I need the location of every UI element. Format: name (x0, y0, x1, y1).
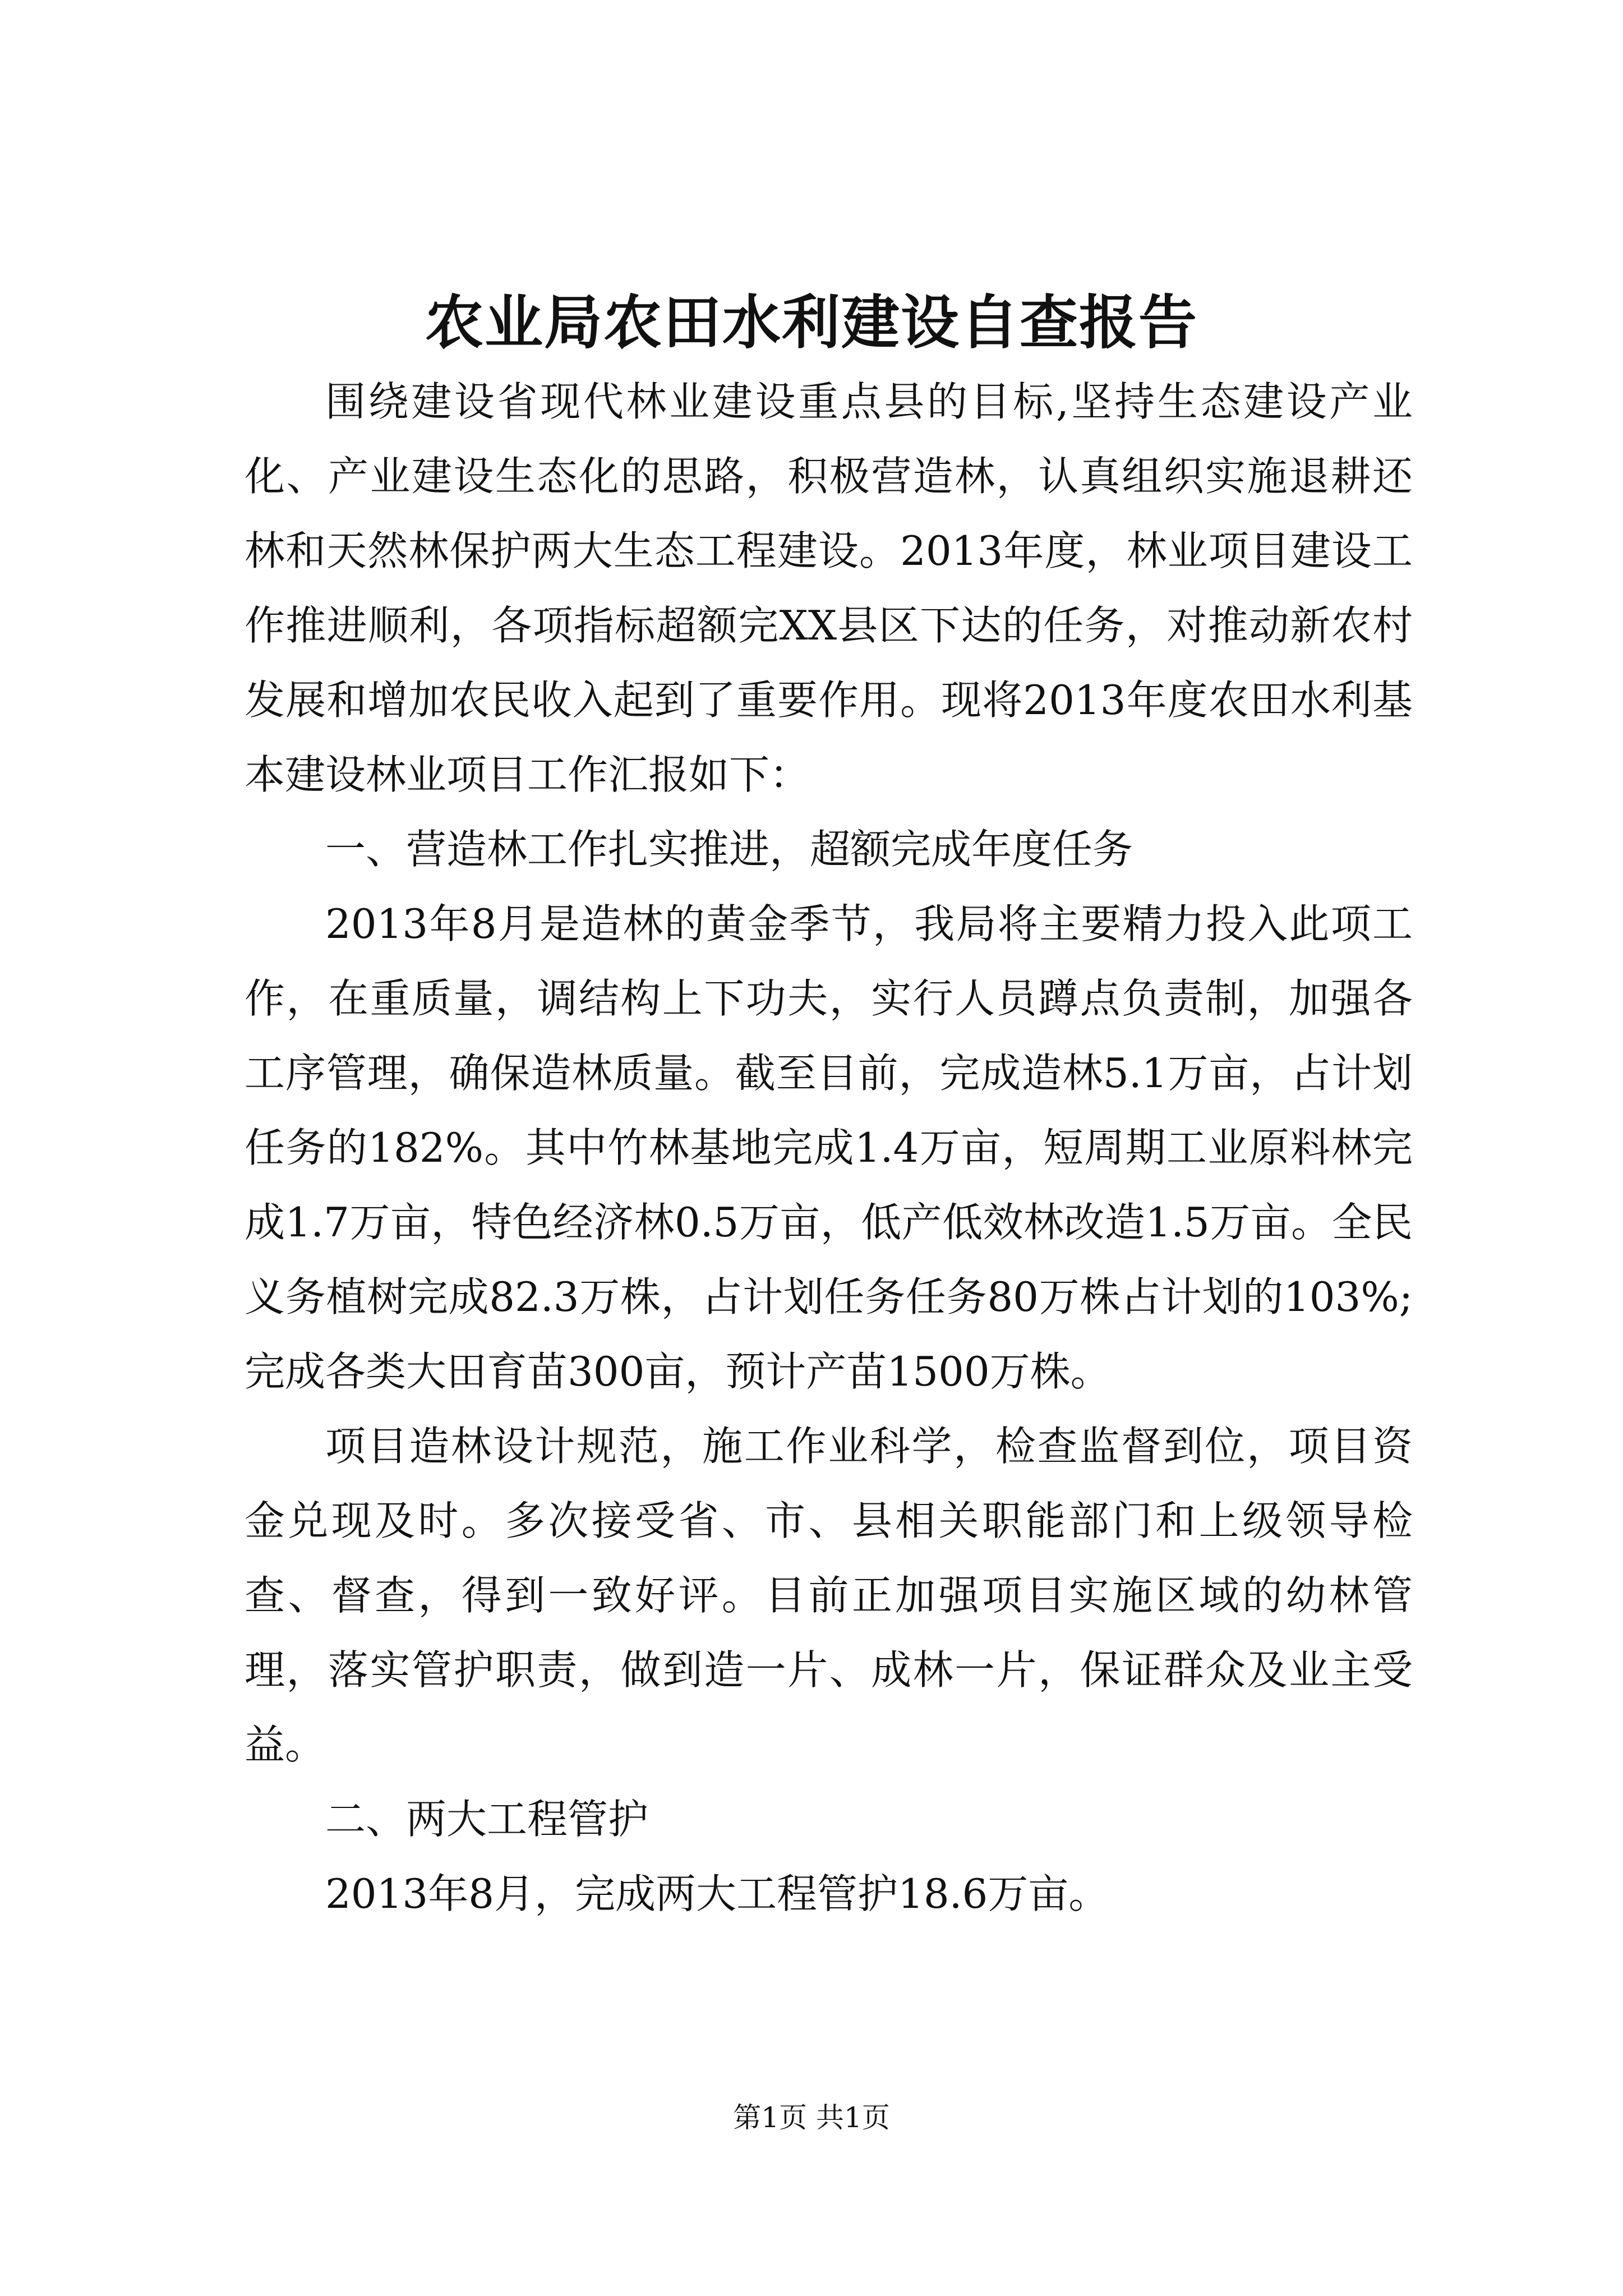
document-title: 农业局农田水利建设自查报告 (425, 288, 1198, 357)
document-body (245, 365, 1413, 1931)
page-number-footer: 第1页 共1页 (733, 2101, 890, 2134)
paragraph-project-management: 项目造林设计规范，施工作业科学，检查监督到位，项目资金兑现及时。多次接受省、市、县相关职能部门和上级领导检查、督查，得到一致好评。目前正加强项目实施区域的幼林管理，落实管护职责，做到造一片、成林一片，保证群众及业主受益。 (245, 1423, 1413, 1768)
paragraph-afforestation: 2013年8月是造林的黄金季节，我局将主要精力投入此项工作，在重质量，调结构上下功夫，实行人员蹲点负责制，加强各工序管理，确保造林质量。截至目前，完成造林5.1万亩，占计划任务的182%。其中竹林基地完成1.4万亩，短周期工业原料林完成1.7万亩，特色经济林0.5万亩，低产低效林改造1.5万亩。全民义务植树完成82.3万株，占计划任务任务80万株占计划的103%;完成各类大田育苗300亩，预计产苗1500万株。 (245, 900, 1413, 1395)
paragraph-intro: 围绕建设省现代林业建设重点县的目标,坚持生态建设产业化、产业建设生态化的思路，积极营造林，认真组织实施退耕还林和天然林保护两大生态工程建设。2013年度，林业项目建设工作推进顺利，各项指标超额完XX县区下达的任务，对推动新农村发展和增加农民收入起到了重要作用。现将2013年度农田水利基本建设林业项目工作汇报如下： (245, 378, 1413, 798)
paragraph-two-projects: 2013年8月，完成两大工程管护18.6万亩。 (325, 1870, 1109, 1917)
section-heading-1: 一、营造林工作扎实推进，超额完成年度任务 (325, 826, 1133, 873)
section-heading-2: 二、两大工程管护 (325, 1796, 649, 1843)
